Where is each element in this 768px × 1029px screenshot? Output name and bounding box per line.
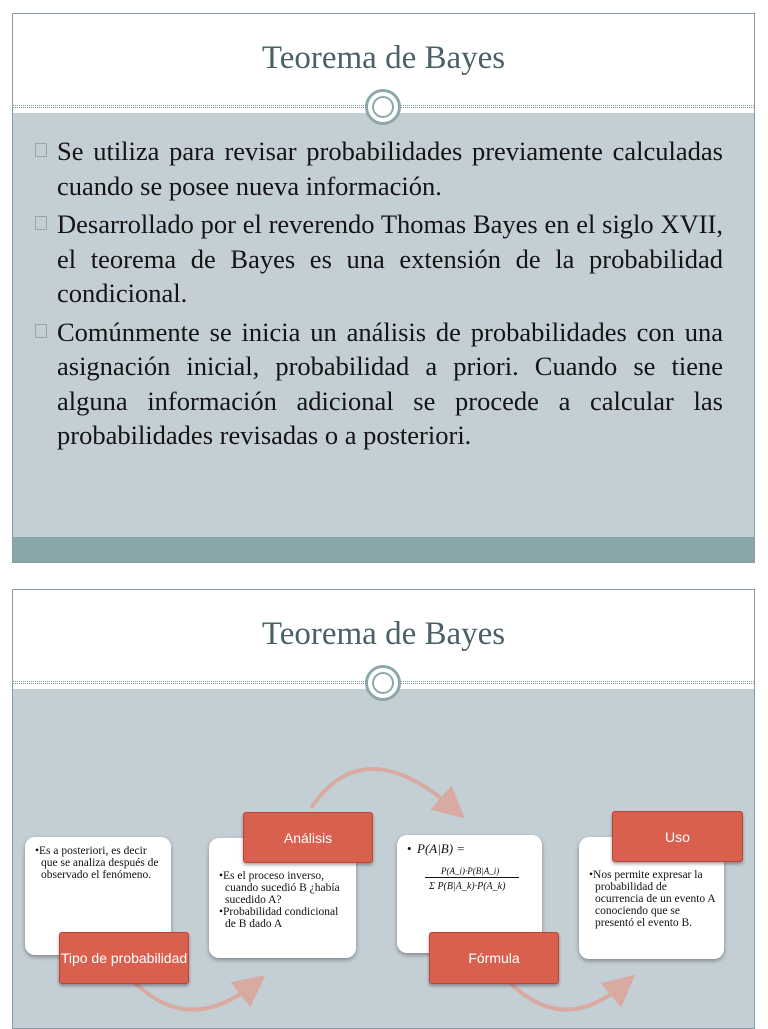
slide-1 bbox=[12, 13, 755, 563]
formula-numerator: P(A_i)·P(B|A_i) bbox=[441, 866, 500, 876]
bullet-item bbox=[35, 315, 723, 453]
formula-lhs: P(A|B) = bbox=[417, 841, 466, 856]
formula-denominator: Σ P(B|A_k)·P(A_k) bbox=[429, 881, 506, 892]
arc-arrow bbox=[311, 769, 453, 808]
tag-analisis: Análisis bbox=[243, 812, 373, 863]
bullet-square-icon bbox=[35, 216, 47, 230]
bayes-formula bbox=[403, 843, 536, 903]
bullet-list bbox=[35, 134, 723, 457]
footer-band bbox=[13, 537, 754, 563]
bullet-square-icon bbox=[35, 324, 47, 338]
bullet-text: Desarrollado por el reverendo Thomas Bayes en el siglo XVII, el teorema de Bayes es una extensión de la probabilidad condicional. bbox=[57, 209, 723, 308]
slide-title: Teorema de Bayes bbox=[261, 40, 506, 76]
bullet-square-icon bbox=[35, 143, 47, 157]
fraction-bar bbox=[425, 877, 519, 878]
formula-bullet: • bbox=[407, 841, 412, 856]
bullet-text: Comúnmente se inicia un análisis de probabilidades con una asignación inicial, probabilidad a priori. Cuando se tiene alguna información adicional se procede a calcular las probabilidades revisadas o a posteriori. bbox=[57, 316, 723, 450]
card-text: •Es a posteriori, es decir que se analiza después de observado el fenómeno. bbox=[35, 845, 159, 881]
bullet-text: Se utiliza para revisar probabilidades previamente calculadas cuando se posee nueva información. bbox=[57, 136, 723, 201]
card-text: •Es el proceso inverso, cuando sucedió B ¿había sucedido A? bbox=[219, 870, 340, 906]
bullet-item bbox=[35, 134, 723, 203]
card-text: •Nos permite expresar la probabilidad de ocurrencia de un evento A conociendo que se presentó el evento B. bbox=[589, 869, 716, 929]
tag-formula: Fórmula bbox=[429, 932, 559, 984]
divider-ring-icon bbox=[365, 89, 401, 125]
tag-uso: Uso bbox=[612, 811, 743, 862]
slide-2 bbox=[12, 589, 755, 1029]
tag-tipo-probabilidad: Tipo de probabilidad bbox=[59, 932, 189, 984]
slide-title: Teorema de Bayes bbox=[261, 616, 506, 652]
card-text: •Probabilidad condicional de B dado A bbox=[219, 906, 339, 930]
bullet-item bbox=[35, 207, 723, 311]
